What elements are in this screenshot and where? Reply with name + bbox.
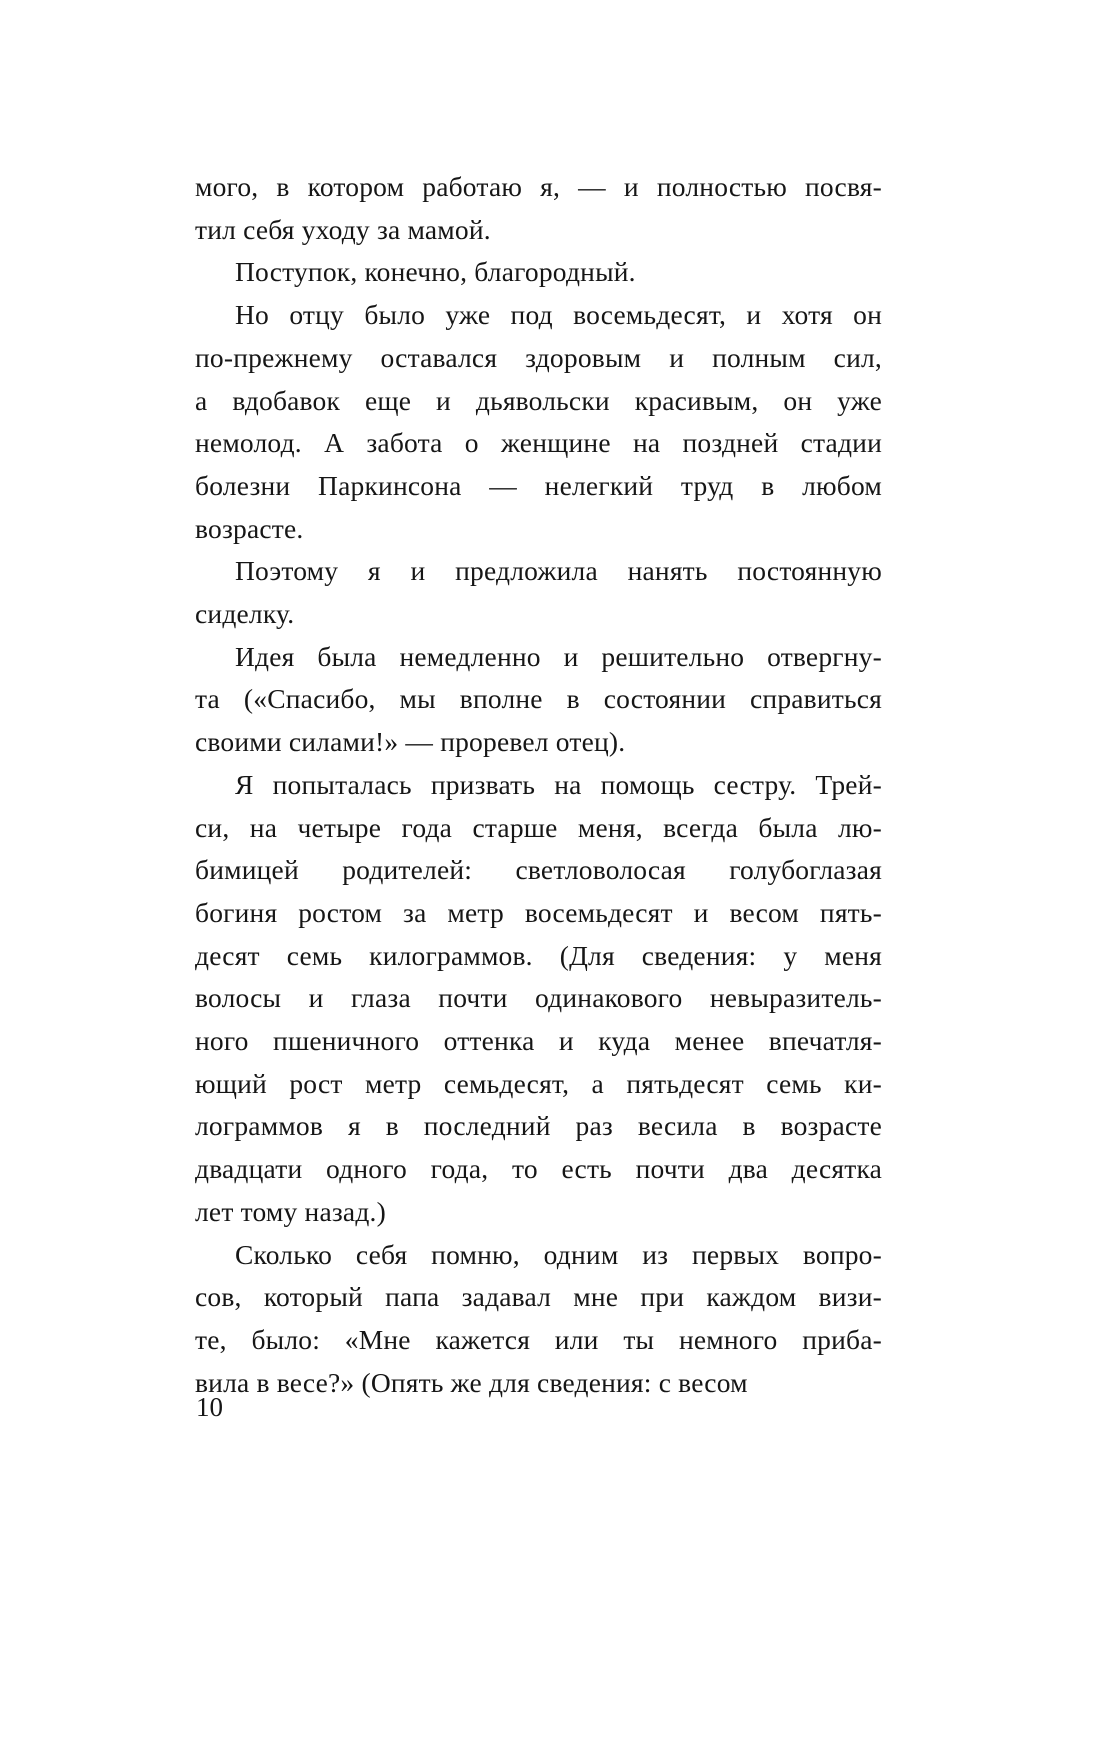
text-line: Сколько себя помню, одним из первых вопро- bbox=[235, 1238, 882, 1270]
text-line: своими силами!» — проревел отец). bbox=[195, 726, 626, 758]
text-line: лет тому назад.) bbox=[195, 1195, 386, 1227]
text-line: ющий рост метр семьдесят, а пятьдесят семь ки- bbox=[195, 1067, 882, 1099]
paragraph bbox=[195, 1234, 882, 1405]
text-line: Но отцу было уже под восемьдесят, и хотя он bbox=[235, 299, 882, 331]
text-line: тил себя уходу за мамой. bbox=[195, 213, 491, 245]
text-line: Идея была немедленно и решительно отвергну- bbox=[235, 640, 882, 672]
text-line: Поступок, конечно, благородный. bbox=[235, 256, 636, 288]
paragraph bbox=[195, 764, 882, 1234]
text-line: вила в весе?» (Опять же для сведения: с весом bbox=[195, 1366, 748, 1398]
text-block bbox=[195, 166, 882, 1404]
text-line: богиня ростом за метр восемьдесят и весом пять- bbox=[195, 896, 882, 928]
page-number: 10 bbox=[196, 1392, 223, 1422]
paragraph bbox=[195, 550, 882, 635]
text-line: Поэтому я и предложила нанять постоянную bbox=[235, 555, 882, 587]
text-line: лограммов я в последний раз весила в возрасте bbox=[195, 1110, 882, 1142]
text-line: те, было: «Мне кажется или ты немного приба- bbox=[195, 1323, 882, 1355]
text-line: бимицей родителей: светловолосая голубоглазая bbox=[195, 854, 882, 886]
paragraph bbox=[195, 636, 882, 764]
text-line: сиделку. bbox=[195, 598, 295, 630]
text-line: ного пшеничного оттенка и куда менее впечатля- bbox=[195, 1025, 882, 1057]
paragraph bbox=[195, 251, 882, 294]
text-line: а вдобавок еще и дьявольски красивым, он уже bbox=[195, 384, 882, 416]
text-line: та («Спасибо, мы вполне в состоянии справиться bbox=[195, 683, 882, 715]
text-line: сов, который папа задавал мне при каждом визи- bbox=[195, 1281, 882, 1313]
text-line: болезни Паркинсона — нелегкий труд в любом bbox=[195, 469, 882, 501]
text-line: немолод. А забота о женщине на поздней стадии bbox=[195, 427, 882, 459]
text-line: волосы и глаза почти одинакового невыразитель- bbox=[195, 982, 882, 1014]
text-line: мого, в котором работаю я, — и полностью посвя- bbox=[195, 171, 882, 202]
paragraph bbox=[195, 294, 882, 550]
text-line: возрасте. bbox=[195, 512, 304, 544]
text-line: по-прежнему оставался здоровым и полным сил, bbox=[195, 341, 882, 373]
text-line: си, на четыре года старше меня, всегда была лю- bbox=[195, 811, 882, 843]
text-line: двадцати одного года, то есть почти два десятка bbox=[195, 1153, 882, 1185]
text-line: десят семь килограммов. (Для сведения: у меня bbox=[195, 939, 882, 971]
text-line: Я попыталась призвать на помощь сестру. Трей- bbox=[235, 768, 882, 800]
paragraph bbox=[195, 166, 882, 251]
